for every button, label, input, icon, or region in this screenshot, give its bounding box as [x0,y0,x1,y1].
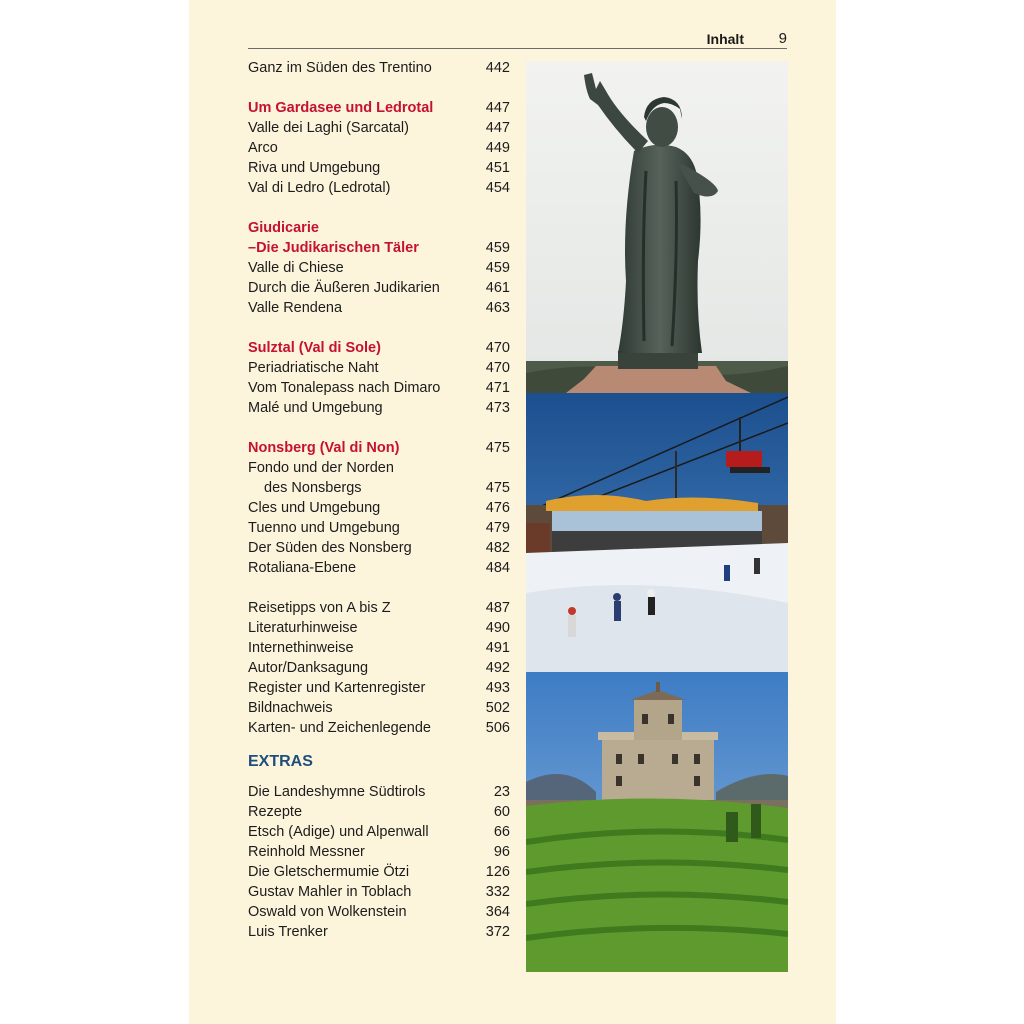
toc-heading[interactable] [248,238,510,258]
toc-entry-page: 126 [485,864,510,880]
toc-entry[interactable] [248,782,510,802]
toc-entry-title: Tuenno und Umgebung [248,520,400,536]
toc-entry-page: 475 [485,440,510,456]
toc-entry-title: Malé und Umgebung [248,400,383,416]
toc-entry-title: Literaturhinweise [248,620,358,636]
toc-entry[interactable] [248,58,510,78]
toc-entry-page: 364 [485,904,510,920]
toc-entry-page: 447 [485,120,510,136]
toc-entry[interactable] [248,882,510,902]
toc-entry[interactable] [248,158,510,178]
toc-entry-title: Rezepte [248,804,303,820]
toc-entry[interactable] [248,698,510,718]
toc-entry[interactable] [248,518,510,538]
toc-entry-title: Der Süden des Nonsberg [248,540,412,556]
toc-entry-page: 447 [485,100,510,116]
toc-entry[interactable] [248,298,510,318]
toc-entry[interactable] [248,678,510,698]
toc-entry-page: 449 [485,140,510,156]
toc-entry-page: 461 [485,280,510,296]
toc-entry-page: 60 [493,804,510,820]
toc-entry-title: Durch die Äußeren Judikarien [248,280,440,296]
toc-entry[interactable] [248,902,510,922]
header-page-number: 9 [778,30,787,47]
toc-entry-title: Vom Tonalepass nach Dimaro [248,380,441,396]
toc-entry-page: 66 [493,824,510,840]
extras-heading: EXTRAS [248,753,313,770]
toc-entry[interactable] [248,498,510,518]
toc-entry-title: Gustav Mahler in Toblach [248,884,412,900]
header-section-title: Inhalt [706,31,744,47]
toc-entry[interactable] [248,478,510,498]
toc-entry[interactable] [248,278,510,298]
toc-entry-title: Luis Trenker [248,924,328,940]
toc-entry-title: Val di Ledro (Ledrotal) [248,180,391,196]
toc-heading[interactable] [248,438,510,458]
toc-entry-title: Riva und Umgebung [248,160,381,176]
toc-entry-title: Valle Rendena [248,300,343,316]
ski-slope-photo [526,393,788,672]
toc-entry-title: Internethinweise [248,640,354,656]
toc-heading[interactable] [248,338,510,358]
toc-entry[interactable] [248,922,510,942]
toc-entry-title: Ganz im Süden des Trentino [248,60,432,76]
toc-entry-title: Periadriatische Naht [248,360,379,376]
toc-entry-page: 482 [485,540,510,556]
toc-entry-page: 470 [485,360,510,376]
toc-entry-page: 459 [485,260,510,276]
statue-photo [526,61,788,393]
toc-entry-title: Cles und Umgebung [248,500,381,516]
toc-entry-title: Bildnachweis [248,700,333,716]
toc-entry-page: 454 [485,180,510,196]
toc-entry-page: 475 [485,480,510,496]
toc-entry-page: 479 [485,520,510,536]
toc-entry-title: Nonsberg (Val di Non) [248,440,400,456]
toc-entry-title: des Nonsbergs [264,480,362,496]
toc-entry-page: 506 [485,720,510,736]
toc-entry-page: 96 [493,844,510,860]
toc-entry-page: 372 [485,924,510,940]
toc-entry[interactable] [248,398,510,418]
toc-entry[interactable] [248,842,510,862]
toc-entry-title: Fondo und der Norden [248,460,394,476]
toc-entry-title: Rotaliana-Ebene [248,560,357,576]
toc-entry-page: 459 [485,240,510,256]
toc-entry[interactable] [248,598,510,618]
toc-entry[interactable] [248,822,510,842]
toc-entry[interactable] [248,118,510,138]
toc-entry-page: 476 [485,500,510,516]
toc-spacer [248,318,510,338]
toc-entry-title: Arco [248,140,278,156]
toc-entry-title: Die Gletschermumie Ötzi [248,864,410,880]
toc-entry-page: 492 [485,660,510,676]
toc-entry-title: Valle di Chiese [248,260,344,276]
toc-entry-page: 451 [485,160,510,176]
toc-entry-page: 502 [485,700,510,716]
toc-entry-title: –Die Judikarischen Täler [248,240,419,256]
toc-entry-title: Sulztal (Val di Sole) [248,340,381,356]
toc-entry-page: 473 [485,400,510,416]
toc-entry-page: 490 [485,620,510,636]
toc-entry[interactable] [248,458,510,478]
toc-entry[interactable] [248,358,510,378]
toc-heading[interactable] [248,98,510,118]
toc-entry[interactable] [248,718,510,738]
toc-entry-page: 471 [485,380,510,396]
toc-entry[interactable] [248,658,510,678]
toc-entry-page: 491 [485,640,510,656]
toc-entry-page: 442 [485,60,510,76]
toc-entry[interactable] [248,138,510,158]
table-of-contents [248,58,510,942]
toc-entry-title: Um Gardasee und Ledrotal [248,100,434,116]
toc-entry-page: 470 [485,340,510,356]
toc-entry-title: Valle dei Laghi (Sarcatal) [248,120,409,136]
toc-entry[interactable] [248,258,510,278]
toc-entry-page: 493 [485,680,510,696]
toc-entry-page: 484 [485,560,510,576]
castle-vineyard-photo [526,672,788,972]
toc-entry-title: Register und Kartenregister [248,680,426,696]
toc-entry[interactable] [248,802,510,822]
toc-entry[interactable] [248,862,510,882]
toc-spacer [248,198,510,218]
toc-entry[interactable] [248,378,510,398]
toc-entry-page: 23 [493,784,510,800]
toc-spacer [248,578,510,598]
toc-entry-title: Reisetipps von A bis Z [248,600,391,616]
toc-entry[interactable] [248,558,510,578]
photo-column [526,61,788,972]
toc-entry-title: Etsch (Adige) und Alpenwall [248,824,429,840]
toc-entry[interactable] [248,618,510,638]
toc-spacer [248,78,510,98]
toc-entry-title: Reinhold Messner [248,844,365,860]
toc-entry[interactable] [248,638,510,658]
toc-entry-page: 332 [485,884,510,900]
toc-entry[interactable] [248,538,510,558]
toc-entry-title: Die Landeshymne Südtirols [248,784,426,800]
toc-entry-title: Oswald von Wolkenstein [248,904,407,920]
toc-entry-page: 463 [485,300,510,316]
toc-entry-title: Giudicarie [248,220,319,236]
toc-entry-title: Karten- und Zeichenlegende [248,720,431,736]
toc-entry[interactable] [248,178,510,198]
toc-spacer [248,418,510,438]
toc-entry-title: Autor/Danksagung [248,660,369,676]
toc-entry-page: 487 [485,600,510,616]
running-header [248,30,787,49]
toc-heading[interactable] [248,218,510,238]
book-page [189,0,836,1024]
